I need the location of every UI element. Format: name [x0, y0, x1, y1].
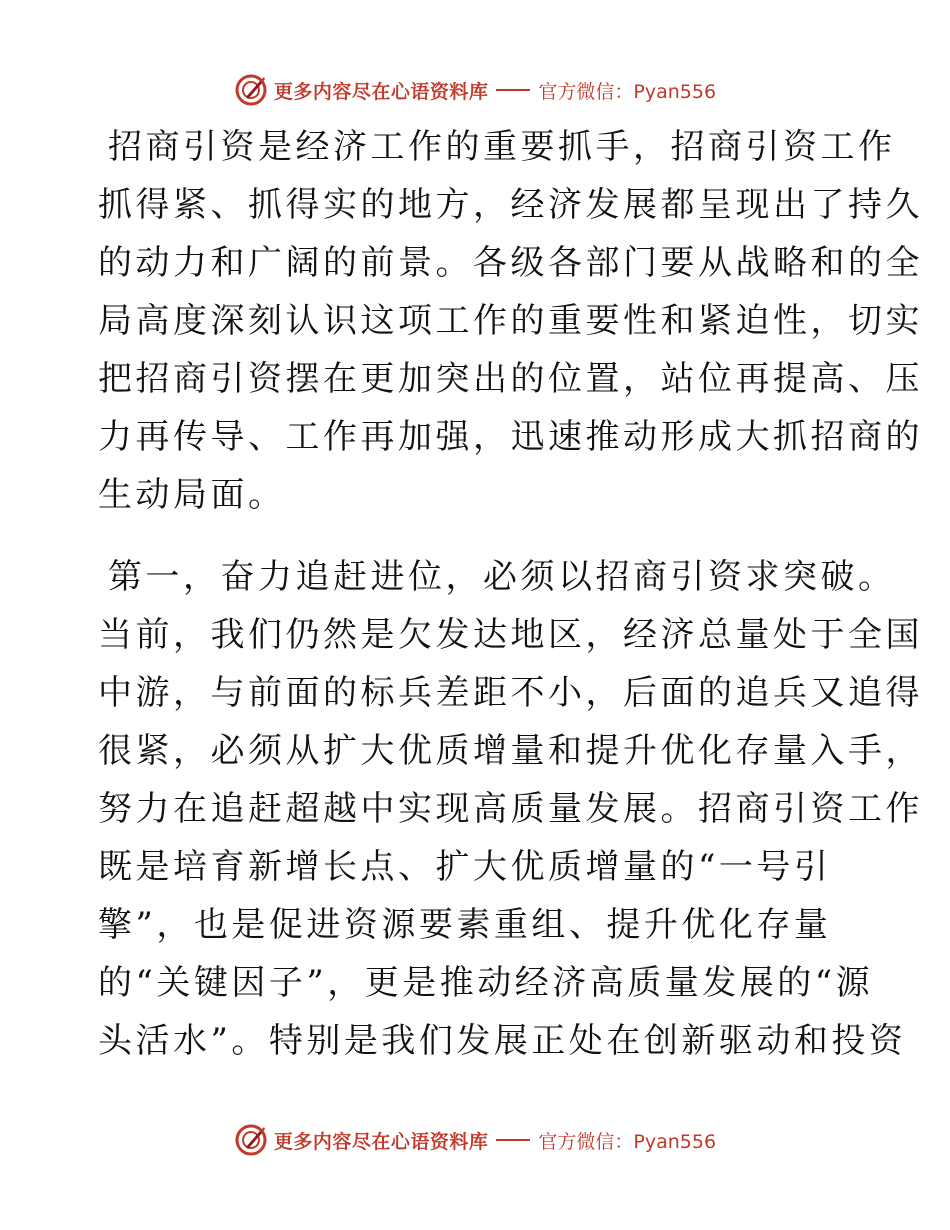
paragraph-gap [98, 524, 858, 548]
header-brand-text: 更多内容尽在心语资料库 [273, 80, 489, 103]
text-line: 既是培育新增长点、扩大优质增量的“一号引 [98, 847, 832, 887]
text-line: 生动局面。 [98, 475, 286, 515]
footer-divider [496, 1139, 530, 1141]
text-line: 抓得紧、抓得实的地方，经济发展都呈现出了持久 [98, 185, 923, 225]
footer-banner [0, 1120, 950, 1160]
text-line: 当前，我们仍然是欠发达地区，经济总量处于全国 [98, 615, 923, 655]
footer-wechat-text: 官方微信：Pyan556 [538, 1130, 717, 1153]
header-divider [496, 89, 530, 91]
text-line: 中游，与前面的标兵差距不小，后面的追兵又追得 [98, 673, 923, 713]
text-line: 第一，奋力追赶进位，必须以招商引资求突破。 [108, 557, 896, 597]
paragraph-1 [98, 118, 923, 524]
brand-logo-icon [234, 1123, 268, 1157]
text-line: 把招商引资摆在更加突出的位置，站位再提高、压 [98, 359, 923, 399]
brand-logo-icon [234, 73, 268, 107]
text-line: 力再传导、工作再加强，迅速推动形成大抓招商的 [98, 417, 923, 457]
text-line: 努力在追赶超越中实现高质量发展。招商引资工作 [98, 789, 923, 829]
text-line: 很紧，必须从扩大优质增量和提升优化存量入手， [98, 731, 923, 771]
text-line: 头活水”。特别是我们发展正处在创新驱动和投资 [98, 1021, 907, 1061]
text-line: 擎”，也是促进资源要素重组、提升优化存量 [98, 905, 832, 945]
header-wechat-text: 官方微信：Pyan556 [538, 80, 717, 103]
text-line: 的“关键因子”，更是推动经济高质量发展的“源 [98, 963, 874, 1003]
text-line: 招商引资是经济工作的重要抓手，招商引资工作 [108, 127, 896, 167]
paragraph-2 [98, 548, 923, 1070]
text-line: 的动力和广阔的前景。各级各部门要从战略和的全 [98, 243, 923, 283]
header-banner [0, 70, 950, 110]
document-body [98, 118, 923, 1070]
footer-brand-text: 更多内容尽在心语资料库 [273, 1130, 489, 1153]
text-line: 局高度深刻认识这项工作的重要性和紧迫性，切实 [98, 301, 923, 341]
